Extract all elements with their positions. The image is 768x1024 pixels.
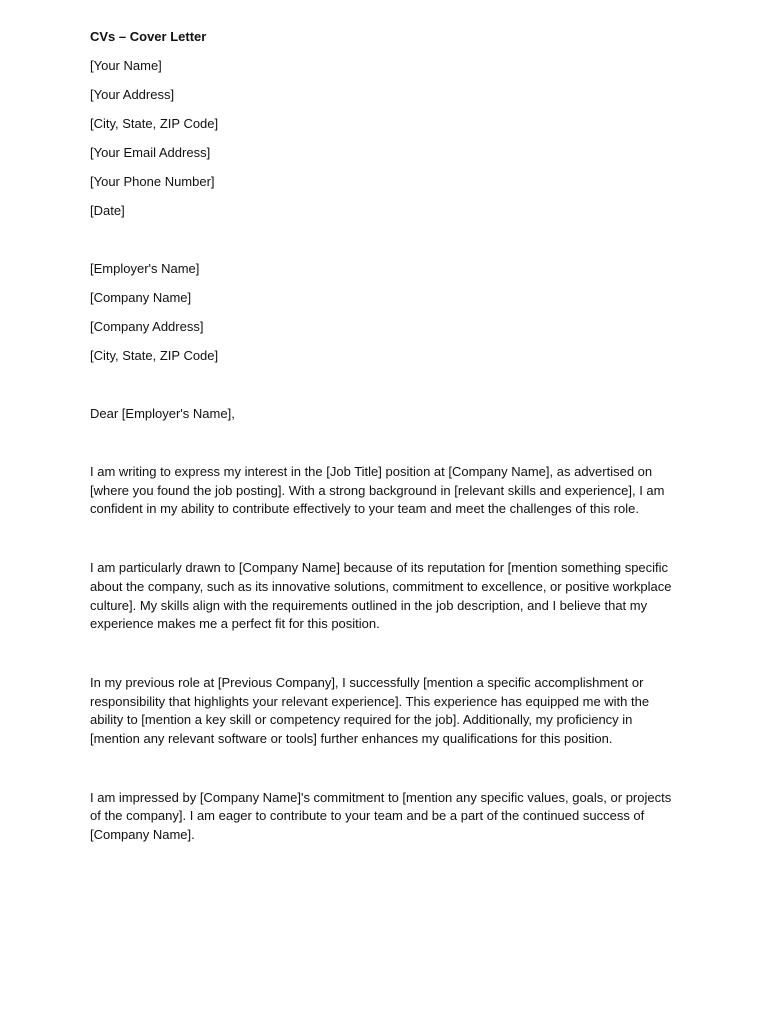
- sender-phone: [Your Phone Number]: [90, 174, 215, 189]
- recipient-block: [90, 260, 685, 365]
- sender-email: [Your Email Address]: [90, 145, 211, 160]
- recipient-address: [Company Address]: [90, 319, 204, 334]
- paragraph-company-appeal: I am particularly drawn to [Company Name] because of its reputation for [mention something specific about the company, such as its innovative solutions, commitment to excellence, or positive workplace culture]. My skills align with the requirements outlined in the job description, and I believe that my experience makes me a perfect fit for this position.: [90, 560, 672, 632]
- letter-date: [Date]: [90, 203, 125, 218]
- paragraph-previous-role: In my previous role at [Previous Company], I successfully [mention a specific accomplishment or responsibility that highlights your relevant experience]. This experience has equipped me with the ability to [mention a key skill or competency required for the job]. Additionally, my proficiency in [mention any relevant software or tools] further enhances my qualifications for this position.: [90, 674, 650, 747]
- sender-address: [Your Address]: [90, 87, 175, 102]
- recipient-company: [Company Name]: [90, 290, 192, 305]
- sender-city-state-zip: [City, State, ZIP Code]: [90, 116, 219, 131]
- paragraph-interest: I am writing to express my interest in the [Job Title] position at [Company Name], as advertised on [where you found the job posting]. With a strong background in [relevant skills and experience], I am confident in my ability to contribute effectively to your team and meet the challenges of this role.: [90, 464, 665, 517]
- cover-letter-body: [90, 28, 685, 885]
- sender-name: [Your Name]: [90, 58, 162, 73]
- sender-block: [90, 57, 685, 220]
- recipient-city-state-zip: [City, State, ZIP Code]: [90, 348, 219, 363]
- recipient-name: [Employer's Name]: [90, 261, 200, 276]
- document-title: CVs – Cover Letter: [90, 29, 207, 44]
- salutation: Dear [Employer's Name],: [90, 406, 235, 421]
- paragraph-commitment: I am impressed by [Company Name]'s commitment to [mention any specific values, goals, or projects of the company]. I am eager to contribute to your team and be a part of the continued success of [Company Name].: [90, 789, 672, 843]
